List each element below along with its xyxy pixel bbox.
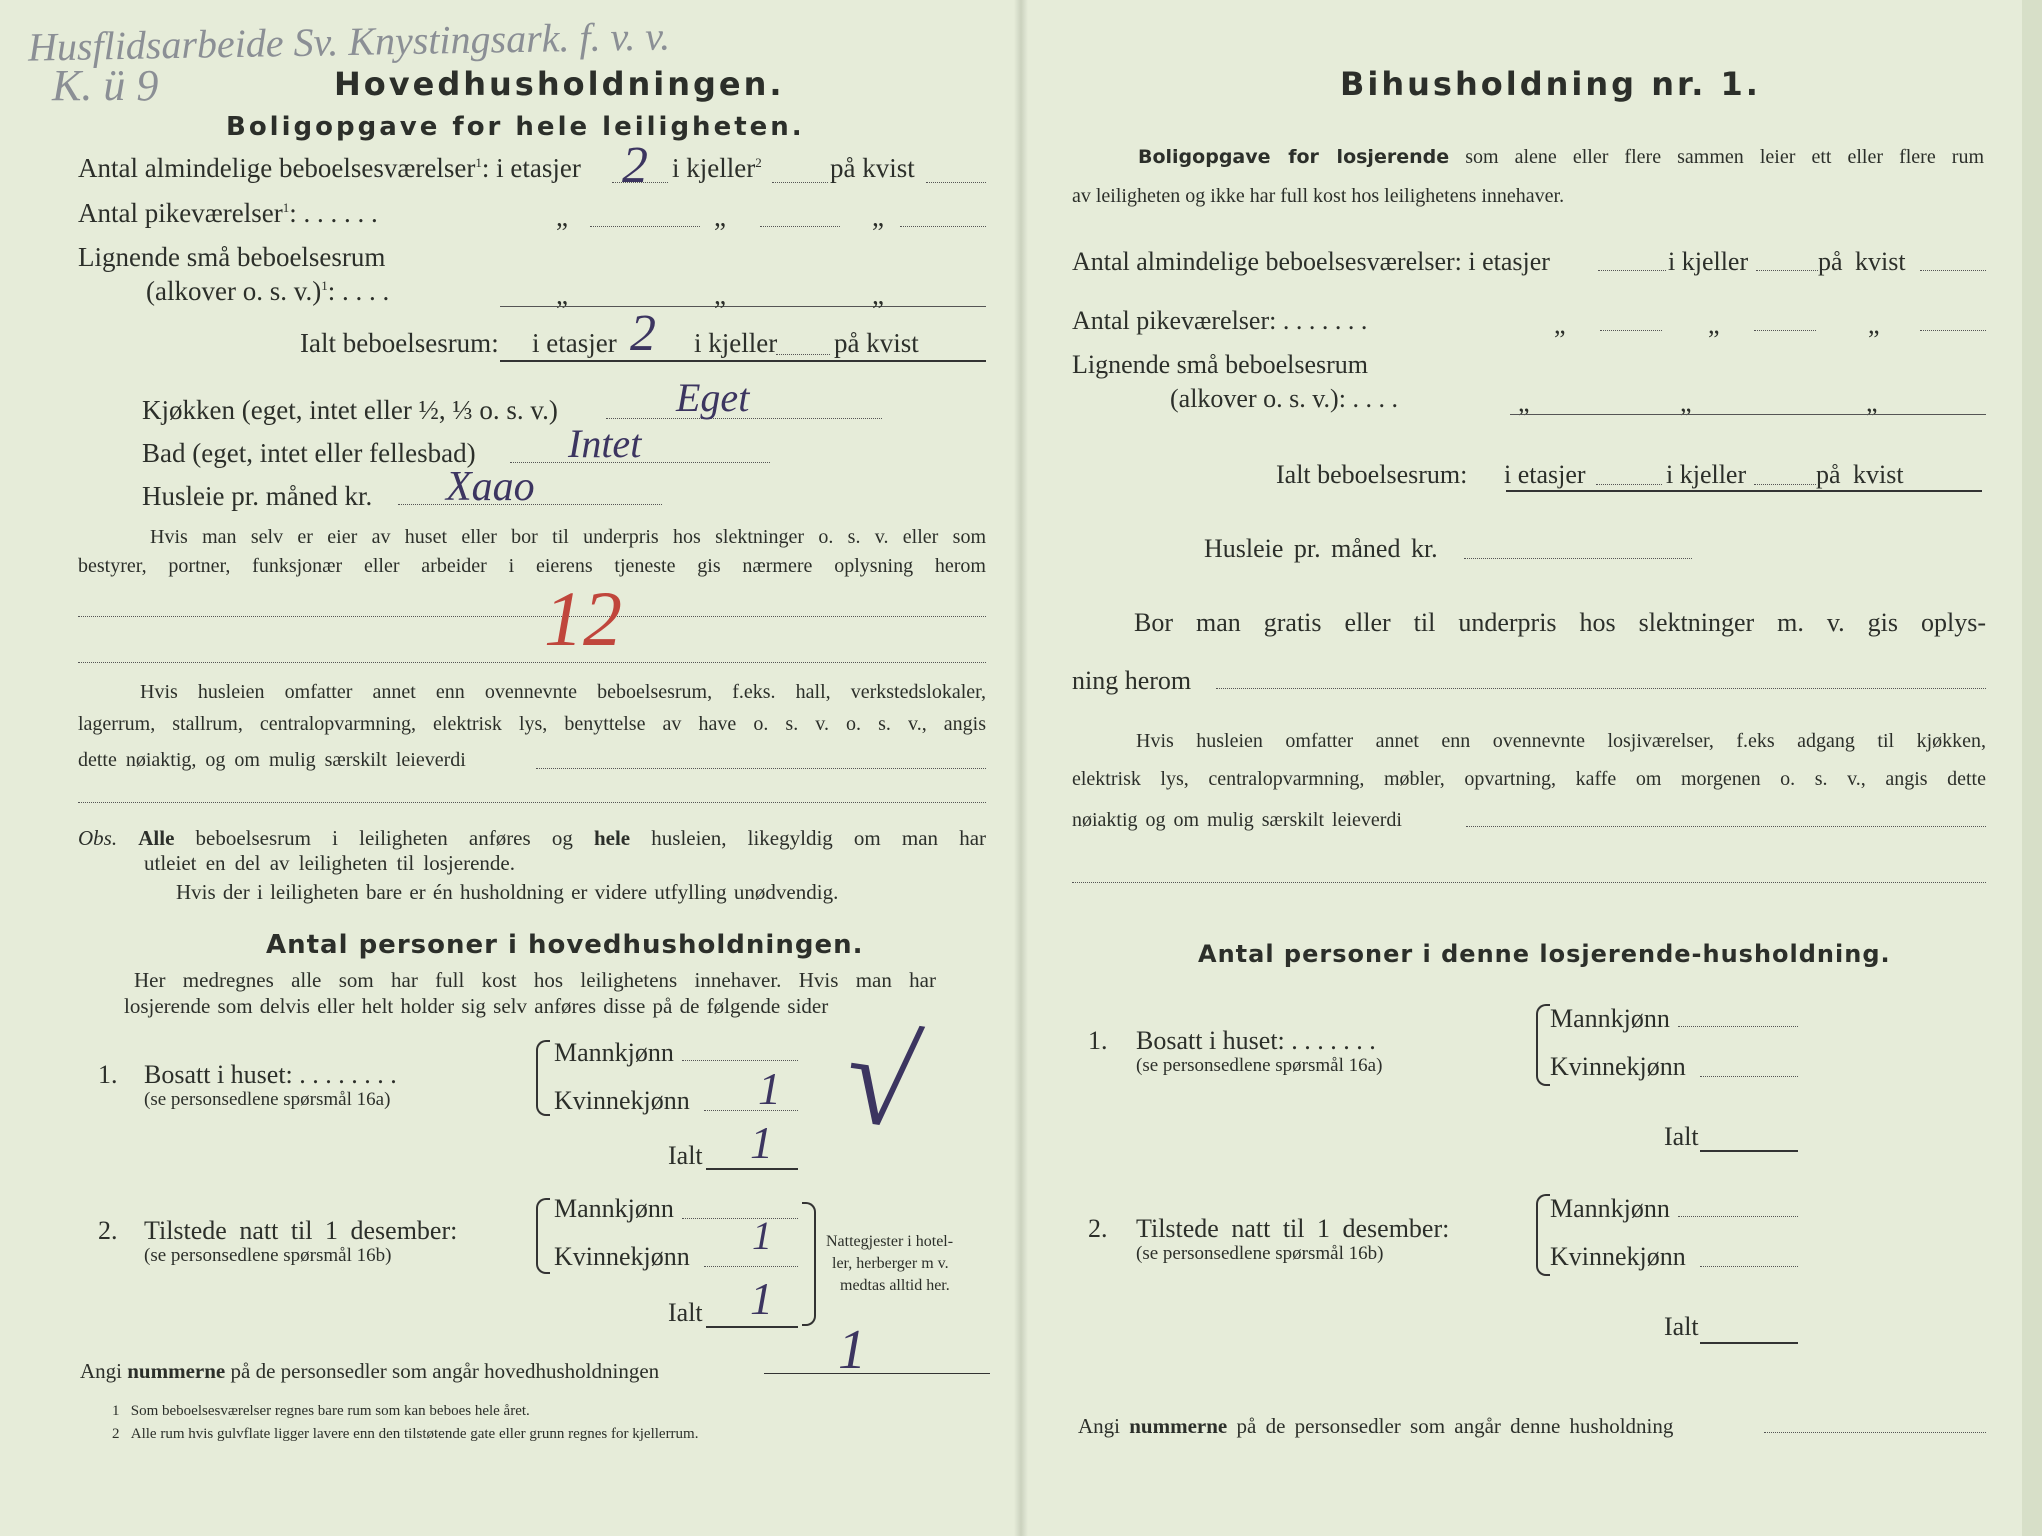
right-husleie-label: Husleie pr. måned kr.: [1204, 534, 1438, 563]
q1-kvinne-label: Kvinnekjønn: [554, 1086, 690, 1115]
q1-ialt-label: Ialt: [668, 1141, 703, 1170]
right-angi-field[interactable]: [1764, 1432, 1986, 1433]
right-ialt-label: Ialt beboelsesrum:: [1276, 460, 1468, 489]
page-fold: [1014, 0, 1028, 1536]
left-row2-label: Antal pikeværelser$^1$: . . . . . .: [78, 198, 378, 228]
right-row3-field[interactable]: [1510, 414, 1986, 415]
left-row2-kvist-field[interactable]: [900, 226, 986, 227]
red-number: 12: [544, 575, 622, 662]
q2-ialt-label: Ialt: [668, 1298, 703, 1327]
ditto-mark: „: [556, 202, 568, 232]
left-row2-kjeller-field[interactable]: [760, 226, 840, 227]
q1-ialt-field[interactable]: [706, 1168, 798, 1170]
right-ialt-underline: [1506, 490, 1982, 492]
right-q1-number: 1.: [1088, 1026, 1108, 1055]
bad-label: Bad (eget, intet eller fellesbad): [142, 438, 476, 468]
q1-kvinne-field[interactable]: [704, 1110, 798, 1111]
q2-kvinne-value: 1: [752, 1213, 772, 1258]
ditto-mark: „: [714, 202, 726, 232]
kjokken-value: Eget: [676, 375, 750, 420]
right-row2-kjeller-field[interactable]: [1754, 330, 1816, 331]
q2-mann-label: Mannkjønn: [554, 1194, 674, 1223]
left-ialt-kjeller: i kjeller: [694, 328, 778, 358]
left-ialt-label: Ialt beboelsesrum:: [300, 328, 499, 358]
right-q1-ialt-field[interactable]: [1700, 1150, 1798, 1152]
right-ialt-etasjer: i etasjer: [1504, 460, 1586, 489]
right-title: Bihusholdning nr. 1.: [1340, 65, 1761, 103]
checkmark-icon: √: [836, 1004, 928, 1158]
left-persons-note1: Her medregnes alle som har full kost hos leilighetens innehaver. Hvis man har: [134, 968, 936, 992]
right-intro-line1: Boligopgave for losjerende som alene eller flere sammen leier ett eller flere rum: [1138, 146, 1985, 168]
night-guest-note2: ler, herberger m v.: [832, 1255, 949, 1272]
ditto-mark: „: [1866, 388, 1878, 417]
right-gratis-line1: Bor man gratis eller til underpris hos slektninger m. v. gis oplys-: [1134, 608, 1986, 637]
q1-label: Bosatt i huset: . . . . . . . .: [144, 1060, 397, 1089]
right-q1-sub: (se personsedlene spørsmål 16a): [1136, 1055, 1383, 1076]
owner-note-field[interactable]: [78, 616, 986, 617]
q2-number: 2.: [98, 1216, 118, 1245]
ditto-mark: „: [1680, 388, 1692, 417]
ditto-mark: „: [556, 280, 568, 310]
obs-line2: utleiet en del av leiligheten til losjerende.: [144, 851, 515, 875]
right-q1-mann-label: Mannkjønn: [1550, 1004, 1670, 1033]
right-extra-line3: nøiaktig og om mulig særskilt leieverdi: [1072, 809, 1402, 831]
bad-value: Intet: [568, 421, 642, 466]
right-q2-ialt-field[interactable]: [1700, 1342, 1798, 1344]
paper-edge: [2022, 0, 2042, 1536]
extra-note-field-2[interactable]: [78, 802, 986, 803]
q1-sub: (se personsedlene spørsmål 16a): [144, 1089, 391, 1110]
left-ialt-etasjer: i etasjer: [532, 328, 617, 358]
ditto-mark: „: [1868, 310, 1880, 339]
left-angi-field[interactable]: [764, 1373, 990, 1374]
q1-mann-field[interactable]: [682, 1060, 798, 1061]
left-persons-note2: losjerende som delvis eller helt holder sig selv anføres disse på de følgende sider: [124, 994, 829, 1018]
right-ialt-kvist: på kvist: [1816, 460, 1904, 489]
kjokken-label: Kjøkken (eget, intet eller ½, ⅓ o. s. v.): [142, 395, 558, 425]
q1-number: 1.: [98, 1060, 118, 1089]
left-ialt-etasjer-value: 2: [630, 305, 656, 362]
left-ialt-kvist: på kvist: [834, 328, 919, 358]
ditto-mark: „: [872, 280, 884, 310]
q1-mann-label: Mannkjønn: [554, 1038, 674, 1067]
q2-ialt-field[interactable]: [706, 1326, 798, 1328]
left-ialt-kjeller-field[interactable]: [776, 354, 830, 355]
extra-note-line1: Hvis husleien omfatter annet enn ovennevnte beboelsesrum, f.eks. hall, verkstedslokaler,: [140, 681, 986, 703]
right-q2-kvinne-label: Kvinnekjønn: [1550, 1242, 1686, 1271]
right-q2-ialt-label: Ialt: [1664, 1312, 1699, 1341]
ditto-mark: „: [872, 202, 884, 232]
left-row3-label1: Lignende små beboelsesrum: [78, 242, 386, 272]
corner-note-line2: K. ü 9: [52, 61, 159, 110]
obs-line1: Obs. Alle beboelsesrum i leiligheten anføres og hele husleien, likegyldig om man har: [78, 826, 987, 850]
corner-note-line1: Husflidsarbeide Sv. Knystingsark. f. v. v.: [27, 13, 671, 70]
q2-mann-field[interactable]: [682, 1218, 798, 1219]
q2-kvinne-field[interactable]: [704, 1266, 798, 1267]
left-row1-kvist-field[interactable]: [926, 182, 986, 183]
right-intro-line2: av leiligheten og ikke har full kost hos leilighetens innehaver.: [1072, 185, 1565, 207]
left-row1-etasjer-value: 2: [622, 137, 648, 194]
left-row2-etasjer-field[interactable]: [590, 226, 700, 227]
footnote-1: 1 Som beboelsesværelser regnes bare rum som kan beboes hele året.: [112, 1403, 530, 1419]
right-q2-mann-label: Mannkjønn: [1550, 1194, 1670, 1223]
right-row1-kvist-field[interactable]: [1920, 270, 1986, 271]
right-q1-ialt-label: Ialt: [1664, 1122, 1699, 1151]
right-row1-kjeller: i kjeller: [1668, 247, 1749, 276]
right-row3-label2: (alkover o. s. v.): . . . .: [1170, 384, 1398, 413]
extra-note-line3: dette nøiaktig, og om mulig særskilt leieverdi: [78, 749, 466, 771]
right-q1-mann-field[interactable]: [1678, 1026, 1798, 1027]
right-extra-field-2[interactable]: [1072, 882, 1986, 883]
right-ialt-etasjer-field[interactable]: [1596, 484, 1662, 485]
right-row1-kjeller-field[interactable]: [1756, 270, 1818, 271]
left-row1-kjeller-field[interactable]: [772, 182, 828, 183]
extra-note-field[interactable]: [536, 768, 986, 769]
ditto-mark: „: [714, 280, 726, 310]
left-row1-kjeller: i kjeller$^2$: [672, 153, 762, 183]
q2-brace: [536, 1198, 550, 1274]
q2-ialt-value: 1: [750, 1273, 773, 1324]
left-ialt-underline: [500, 360, 986, 362]
right-row1-kvist: på kvist: [1818, 247, 1906, 276]
right-q2-kvinne-field[interactable]: [1700, 1266, 1798, 1267]
left-persons-title: Antal personer i hovedhusholdningen.: [266, 930, 864, 960]
right-husleie-field[interactable]: [1464, 558, 1692, 559]
right-q2-sub: (se personsedlene spørsmål 16b): [1136, 1243, 1384, 1264]
left-title: Hovedhusholdningen.: [334, 65, 785, 103]
right-row2-label: Antal pikeværelser: . . . . . . .: [1072, 306, 1368, 335]
right-row2-kvist-field[interactable]: [1920, 330, 1986, 331]
left-angi-value: 1: [838, 1319, 866, 1381]
q1-brace: [536, 1040, 550, 1116]
left-row1-kvist: på kvist: [830, 153, 915, 183]
q2-label: Tilstede natt til 1 desember:: [144, 1216, 458, 1245]
obs-line3: Hvis der i leiligheten bare er én husholdning er videre utfylling unødvendig.: [176, 880, 839, 904]
left-row1-label: Antal almindelige beboelsesværelser$^1$: i etasjer: [78, 153, 581, 183]
ditto-mark: „: [1708, 310, 1720, 339]
q1-ialt-value: 1: [750, 1117, 773, 1168]
right-extra-line1: Hvis husleien omfatter annet enn ovennevnte losjiværelser, f.eks adgang til kjøkken,: [1136, 730, 1986, 752]
left-subtitle: Boligopgave for hele leiligheten.: [226, 112, 805, 142]
right-ialt-kjeller: i kjeller: [1666, 460, 1747, 489]
right-angi-label: Angi nummerne på de personsedler som angår denne husholdning: [1078, 1414, 1674, 1438]
night-guest-note3: medtas alltid her.: [840, 1277, 950, 1294]
right-ialt-kjeller-field[interactable]: [1754, 484, 1816, 485]
right-row3-label1: Lignende små beboelsesrum: [1072, 350, 1369, 379]
right-q2-number: 2.: [1088, 1214, 1108, 1243]
q1-kvinne-value: 1: [758, 1063, 781, 1114]
left-row3-label2: (alkover o. s. v.)$^1$: . . . .: [146, 276, 390, 306]
ditto-mark: „: [1518, 388, 1530, 417]
right-extra-field[interactable]: [1466, 826, 1986, 827]
right-row1-etasjer-field[interactable]: [1598, 270, 1666, 271]
right-q2-mann-field[interactable]: [1678, 1216, 1798, 1217]
right-row1-label: Antal almindelige beboelsesværelser: i etasjer: [1072, 247, 1550, 276]
owner-note-line1: Hvis man selv er eier av huset eller bor til underpris hos slektninger o. s. v. eller som: [150, 526, 986, 548]
right-q2-label: Tilstede natt til 1 desember:: [1136, 1214, 1450, 1243]
right-q2-brace: [1536, 1194, 1550, 1276]
right-q1-brace: [1536, 1004, 1550, 1086]
right-row2-etasjer-field[interactable]: [1600, 330, 1662, 331]
right-extra-line2: elektrisk lys, centralopvarmning, møbler, opvartning, kaffe om morgenen o. s. v., angis dette: [1072, 768, 1986, 790]
right-gratis-line2: ning herom: [1072, 666, 1192, 695]
right-q1-label: Bosatt i huset: . . . . . . .: [1136, 1026, 1376, 1055]
right-gratis-field[interactable]: [1216, 688, 1986, 689]
left-angi-label: Angi nummerne på de personsedler som angår hovedhusholdningen: [80, 1359, 660, 1383]
q2-sub: (se personsedlene spørsmål 16b): [144, 1245, 392, 1266]
q2-kvinne-label: Kvinnekjønn: [554, 1242, 690, 1271]
footnote-2: 2 Alle rum hvis gulvflate ligger lavere enn den tilstøtende gate eller grunn regnes for kjellerrum.: [112, 1426, 699, 1442]
owner-note-field-2[interactable]: [78, 662, 986, 663]
right-q1-kvinne-label: Kvinnekjønn: [1550, 1052, 1686, 1081]
husleie-label: Husleie pr. måned kr.: [142, 481, 373, 511]
q2-right-brace: [802, 1202, 816, 1326]
husleie-value: Xaao: [446, 464, 535, 510]
left-row3-field[interactable]: [500, 306, 986, 307]
right-q1-kvinne-field[interactable]: [1700, 1076, 1798, 1077]
right-persons-title: Antal personer i denne losjerende-husholdning.: [1198, 940, 1891, 968]
ditto-mark: „: [1554, 310, 1566, 339]
owner-note-line2: bestyrer, portner, funksjonær eller arbeider i eierens tjeneste gis nærmere oplysning herom: [78, 555, 986, 577]
extra-note-line2: lagerrum, stallrum, centralopvarmning, elektrisk lys, benyttelse av have o. s. v. o. s. v., angis: [78, 713, 986, 735]
night-guest-note1: Nattegjester i hotel-: [826, 1233, 954, 1250]
